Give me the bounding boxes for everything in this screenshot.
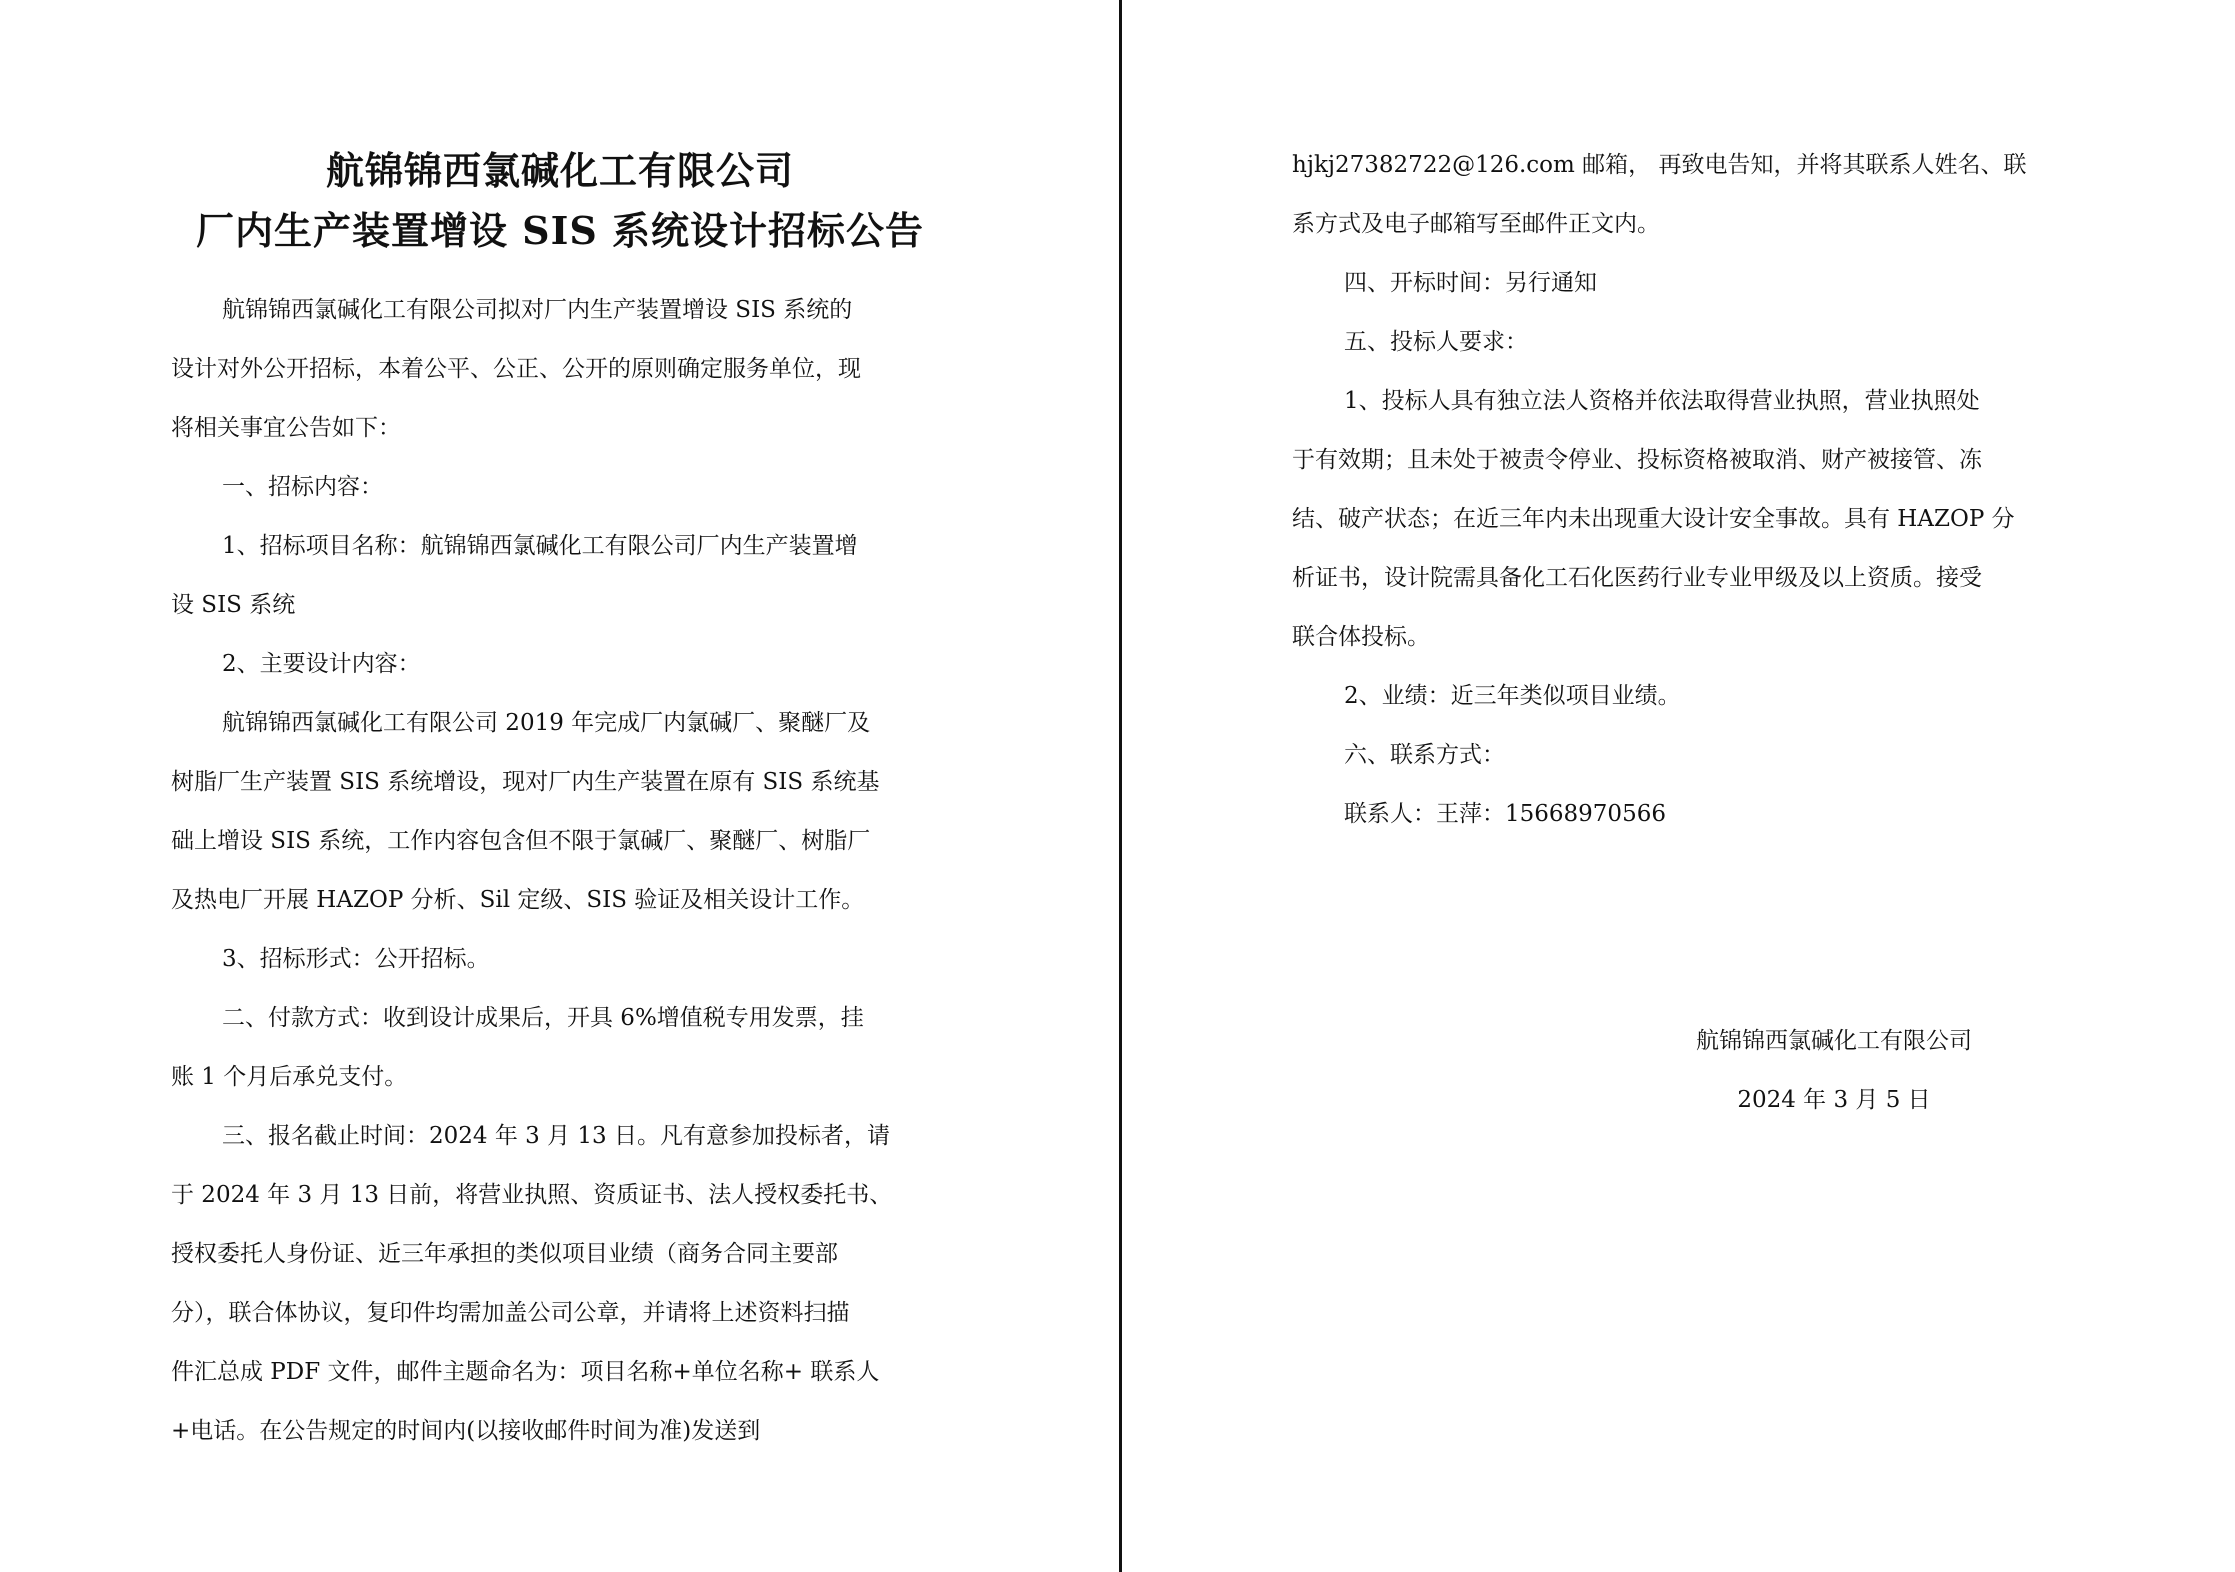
- section-heading-tender-content: 一、招标内容：: [222, 474, 383, 500]
- body-line: 于 2024 年 3 月 13 日前，将营业执照、资质证书、法人授权委托书、: [171, 1182, 893, 1208]
- page-divider: [1119, 0, 1122, 1572]
- body-line: 树脂厂生产装置 SIS 系统增设，现对厂内生产装置在原有 SIS 系统基: [171, 769, 880, 795]
- body-line: 授权委托人身份证、近三年承担的类似项目业绩（商务合同主要部: [171, 1241, 838, 1267]
- body-line: 航锦锦西氯碱化工有限公司拟对厂内生产装置增设 SIS 系统的: [222, 297, 853, 323]
- body-line: 结、破产状态；在近三年内未出现重大设计安全事故。具有 HAZOP 分: [1292, 506, 2015, 532]
- body-line: 航锦锦西氯碱化工有限公司 2019 年完成厂内氯碱厂、聚醚厂及: [222, 710, 871, 736]
- body-line: 析证书，设计院需具备化工石化医药行业专业甲级及以上资质。接受: [1292, 565, 1982, 591]
- body-line: +电话。在公告规定的时间内(以接收邮件时间为准)发送到: [171, 1418, 761, 1444]
- body-line: 1、投标人具有独立法人资格并依法取得营业执照，营业执照处: [1344, 388, 1980, 414]
- body-line: 分），联合体协议，复印件均需加盖公司公章，并请将上述资料扫描: [171, 1300, 850, 1326]
- body-line: 及热电厂开展 HAZOP 分析、Sil 定级、SIS 验证及相关设计工作。: [171, 887, 865, 913]
- body-line: 2、主要设计内容：: [222, 651, 421, 677]
- body-line: 础上增设 SIS 系统，工作内容包含但不限于氯碱厂、聚醚厂、树脂厂: [171, 828, 871, 854]
- section-heading-deadline: 三、报名截止时间：2024 年 3 月 13 日。凡有意参加投标者，请: [222, 1123, 890, 1149]
- section-heading-bidder-requirements: 五、投标人要求：: [1344, 329, 1528, 355]
- body-line: 于有效期；且未处于被责令停业、投标资格被取消、财产被接管、冻: [1292, 447, 1982, 473]
- signature-date: 2024 年 3 月 5 日: [1737, 1087, 1931, 1113]
- section-heading-contact: 六、联系方式：: [1344, 742, 1505, 768]
- signature-company: 航锦锦西氯碱化工有限公司: [1696, 1028, 1972, 1054]
- body-line: 2、业绩：近三年类似项目业绩。: [1344, 683, 1681, 709]
- right-page: [1124, 0, 2235, 1572]
- document-title-company: 航锦锦西氯碱化工有限公司: [325, 148, 794, 193]
- section-heading-payment: 二、付款方式：收到设计成果后，开具 6%增值税专用发票，挂: [222, 1005, 864, 1031]
- section-heading-bid-opening: 四、开标时间：另行通知: [1344, 270, 1597, 296]
- body-line: 系方式及电子邮箱写至邮件正文内。: [1292, 211, 1660, 237]
- body-line: 设 SIS 系统: [171, 592, 296, 618]
- body-line: 联合体投标。: [1292, 624, 1430, 650]
- body-line: 1、招标项目名称：航锦锦西氯碱化工有限公司厂内生产装置增: [222, 533, 858, 559]
- document-title-subject: 厂内生产装置增设 SIS 系统设计招标公告: [195, 208, 925, 253]
- contact-person: 联系人：王萍：15668970566: [1344, 801, 1666, 827]
- body-line: 账 1 个月后承兑支付。: [171, 1064, 408, 1090]
- body-line: 设计对外公开招标，本着公平、公正、公开的原则确定服务单位，现: [171, 356, 861, 382]
- body-line: 件汇总成 PDF 文件，邮件主题命名为：项目名称+单位名称+ 联系人: [171, 1359, 880, 1385]
- body-line: 3、招标形式：公开招标。: [222, 946, 490, 972]
- body-line: 将相关事宜公告如下：: [171, 415, 401, 441]
- body-line: hjkj27382722@126.com 邮箱， 再致电告知，并将其联系人姓名、联: [1292, 152, 2027, 178]
